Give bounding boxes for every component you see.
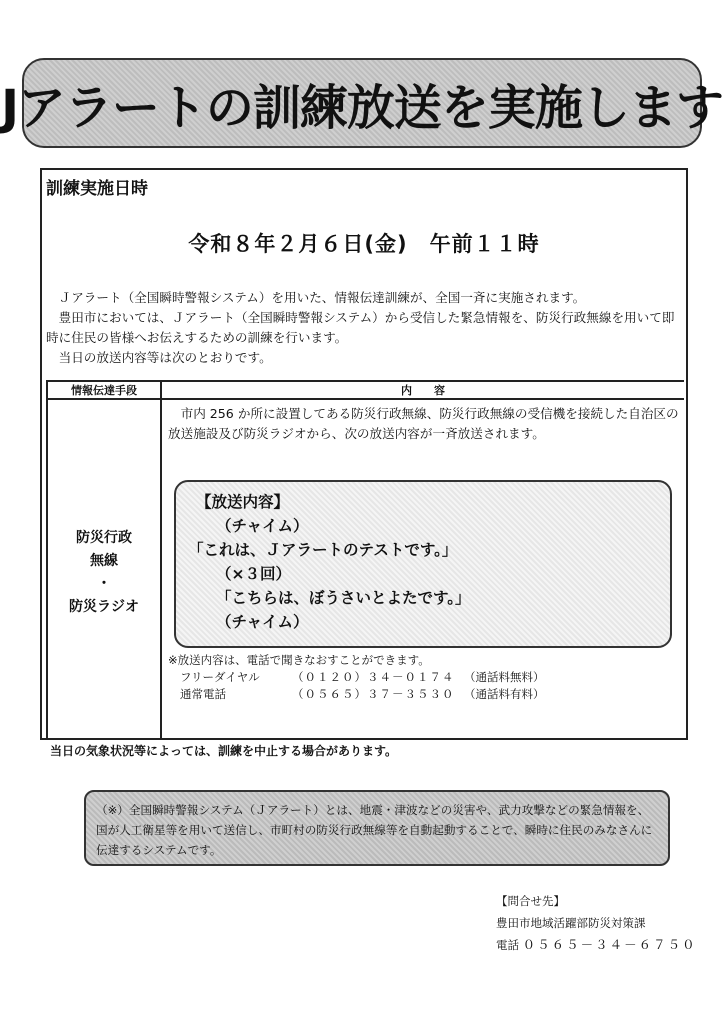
replay-note-text: ※放送内容は、電話で聞きなおすことができます。 <box>168 653 430 667</box>
phone-fee: （通話料有料） <box>464 687 545 701</box>
broadcast-line: （チャイム） <box>216 517 309 535</box>
cancellation-warning: 当日の気象状況等によっては、訓練を中止する場合があります。 <box>50 744 398 758</box>
broadcast-line: （チャイム） <box>216 613 309 631</box>
definition-text: （※）全国瞬時警報システム（Ｊアラート）とは、地震・津波などの災害や、武力攻撃などの緊急情報を、国が人工衛星等を用いて送信し、市町村の防災行政無線等を自動起動することで、瞬時に住民のみなさんに伝達するシステムです。 <box>96 803 653 857</box>
intro-paragraph: 当日の放送内容等は次のとおりです。 <box>58 350 272 365</box>
broadcast-content-box <box>174 480 672 648</box>
content-cell <box>164 400 684 738</box>
contact-phone-row <box>496 934 697 956</box>
content-description: 市内 256 か所に設置してある防災行政無線、防災行政無線の受信機を接続した自治区の放送施設及び防災ラジオから、次の放送内容が一斉放送されます。 <box>168 406 679 441</box>
schedule-frame <box>40 168 688 740</box>
broadcast-line: 「これは、Ｊアラートのテストです。」 <box>188 541 458 559</box>
means-line: 無線 <box>90 553 118 569</box>
contact-info <box>496 890 697 956</box>
column-header-means: 情報伝達手段 <box>48 382 162 400</box>
replay-note <box>168 652 545 703</box>
contact-heading: 【問合せ先】 <box>496 894 565 908</box>
intro-text <box>46 288 682 368</box>
contact-department: 豊田市地域活躍部防災対策課 <box>496 916 646 930</box>
contact-phone-label: 電話 <box>496 938 519 952</box>
phone-number: （０１２０）３４－０１７４ <box>292 670 455 684</box>
broadcast-line: （×３回） <box>216 565 291 583</box>
intro-paragraph: 豊田市においては、Ｊアラート（全国瞬時警報システム）から受信した緊急情報を、防災行政無線を用いて即時に住民の皆様へお伝えするための訓練を行います。 <box>46 310 675 345</box>
info-table <box>46 380 684 738</box>
broadcast-title: 【放送内容】 <box>196 493 290 511</box>
means-line: ・ <box>97 576 111 592</box>
intro-paragraph: Ｊアラート（全国瞬時警報システム）を用いた、情報伝達訓練が、全国一斉に実施されます。 <box>58 290 586 305</box>
section-heading: 訓練実施日時 <box>46 179 148 199</box>
means-line: 防災ラジオ <box>69 599 139 615</box>
training-date: 令和８年２月６日(金) 午前１１時 <box>188 232 540 256</box>
title-banner <box>1 58 723 148</box>
phone-row <box>168 669 545 686</box>
broadcast-line: 「こちらは、ぼうさいとよたです。」 <box>216 589 471 607</box>
page-title: Jアラートの訓練放送を実施します <box>1 79 723 136</box>
definition-box <box>84 790 670 866</box>
means-cell <box>48 400 162 738</box>
phone-label: 通常電話 <box>180 687 226 701</box>
contact-phone-number: ０５６５－３４－６７５０ <box>522 937 697 952</box>
phone-fee: （通話料無料） <box>464 670 545 684</box>
phone-number: （０５６５）３７－３５３０ <box>292 687 455 701</box>
phone-label: フリーダイヤル <box>180 670 260 684</box>
means-line: 防災行政 <box>76 530 132 546</box>
column-header-content: 内 容 <box>162 382 684 400</box>
phone-row <box>168 686 545 703</box>
